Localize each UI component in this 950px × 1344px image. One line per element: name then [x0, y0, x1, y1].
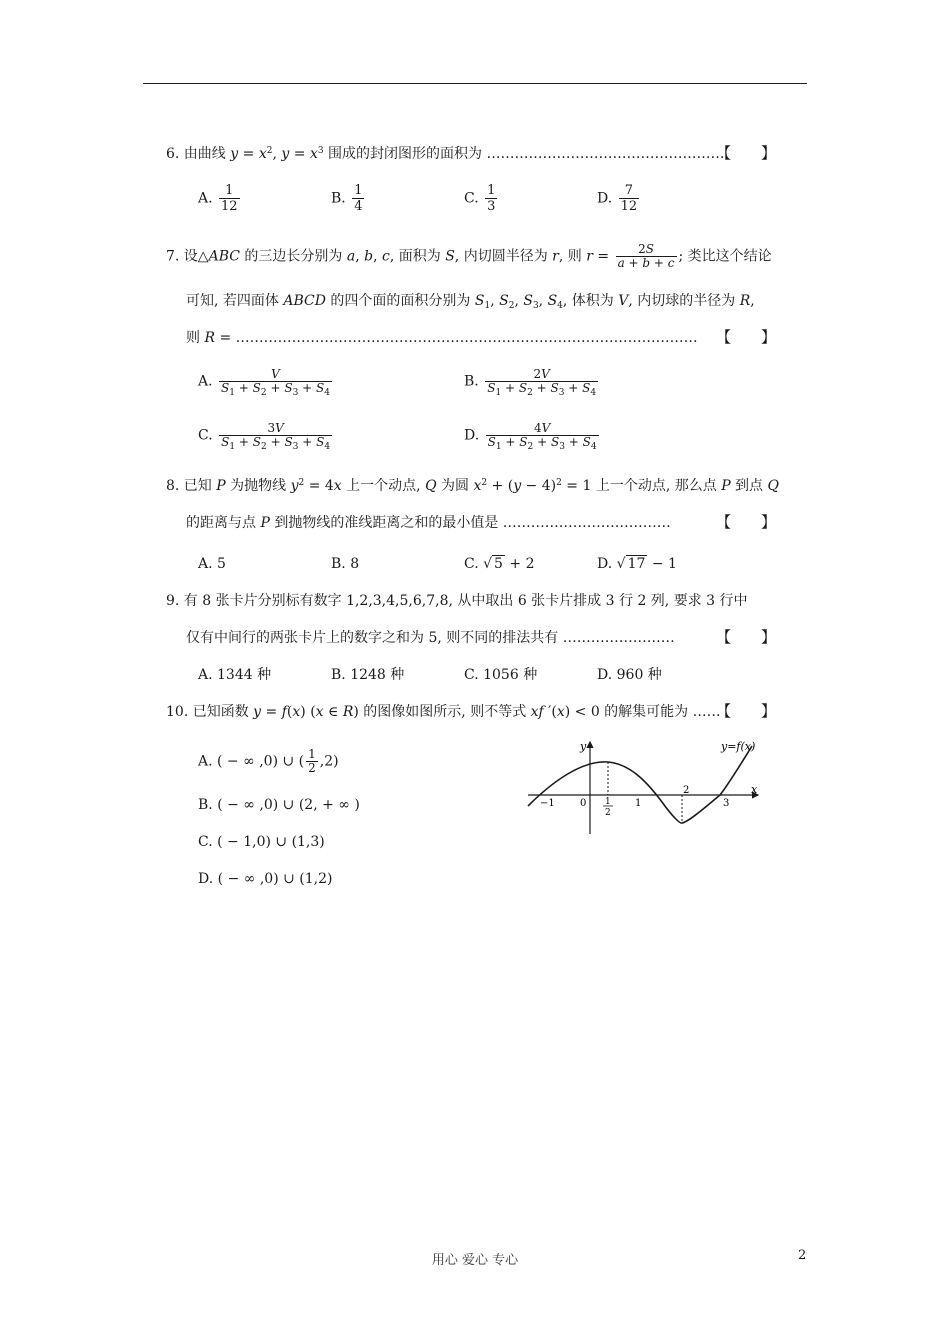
question-7-line-3: 则 R = ……………………………………………………………………………………… — [186, 330, 698, 346]
tick-minus-1: −1 — [540, 798, 555, 809]
q6-option-c: C. $\frac{1}{3}$ — [464, 183, 496, 214]
q7-option-b: B. $\frac{2V}{S_1 + S_2 + S_3 + S_4}$ — [464, 367, 597, 398]
tick-2: 2 — [683, 785, 690, 796]
tick-half-num: 1 — [605, 797, 611, 807]
x-axis-label: x — [751, 783, 758, 796]
q7-option-a: A. $\frac{V}{S_1 + S_2 + S_3 + S_4}$ — [198, 367, 330, 398]
q8-option-a: A. 5 — [198, 556, 226, 572]
tick-3: 3 — [723, 798, 730, 809]
question-8-line-2: 的距离与点 P 到抛物线的准线距离之和的最小值是 ……………………………… — [186, 515, 671, 531]
question-9-line-1: 9. 有 8 张卡片分别标有数字 1,2,3,4,5,6,7,8, 从中取出 6 张卡片排成 3 行 2 列, 要求 3 行中 — [166, 593, 748, 609]
answer-bracket-8: 【 】 — [716, 513, 777, 531]
question-8-line-1: 8. 已知 P 为抛物线 $y^2 = 4x$ 上一个动点, Q 为圆 $x^2 + (y - 4)^2 = 1$ 上一个动点, 那么点 P 到点 Q — [166, 478, 779, 494]
q7-option-d: D. $\frac{4V}{S_1 + S_2 + S_3 + S_4}$ — [464, 421, 597, 452]
q6-option-b: B. $\frac{1}{4}$ — [331, 183, 363, 214]
q10-option-b: B. ( − ∞ ,0) ∪ (2, + ∞ ) — [198, 797, 360, 813]
question-6: 6. 由曲线 $y = x^2$, $y = x^3$ 围成的封闭图形的面积为 …………………………………………… — [166, 146, 725, 162]
q9-option-b: B. 1248 种 — [331, 667, 405, 683]
curve-label: y=f(x) — [721, 740, 756, 753]
page-number: 2 — [798, 1248, 807, 1263]
question-10-line-1: 10. 已知函数 y = f(x) (x ∈ R) 的图像如图所示, 则不等式 xf ′(x) < 0 的解集可能为 …… — [166, 704, 721, 720]
q9-option-d: D. 960 种 — [597, 667, 662, 683]
answer-bracket-10: 【 】 — [716, 702, 777, 720]
footer-text: 用心 爱心 专心 — [431, 1253, 519, 1268]
q6-option-d: D. $\frac{7}{12}$ — [597, 183, 638, 214]
q7-option-c: C. $\frac{3V}{S_1 + S_2 + S_3 + S_4}$ — [198, 421, 331, 452]
function-graph — [522, 738, 767, 838]
answer-bracket-9: 【 】 — [716, 628, 777, 646]
answer-bracket-7: 【 】 — [716, 328, 777, 346]
y-axis-label: y — [580, 740, 587, 753]
tick-1: 1 — [635, 798, 642, 809]
tick-0: 0 — [580, 798, 587, 809]
q6-option-a: A. $\frac{1}{12}$ — [198, 183, 238, 214]
answer-bracket-6: 【 】 — [716, 144, 777, 162]
q10-option-c: C. ( − 1,0) ∪ (1,3) — [198, 834, 325, 850]
q8-option-d: D. √ 17 − 1 — [597, 556, 677, 572]
header-rule — [143, 83, 807, 84]
q9-option-c: C. 1056 种 — [464, 667, 538, 683]
q8-option-c: C. √ 5 + 2 — [464, 556, 535, 572]
q9-option-a: A. 1344 种 — [198, 667, 272, 683]
q10-option-d: D. ( − ∞ ,0) ∪ (1,2) — [198, 871, 333, 887]
tick-half-den: 2 — [605, 808, 611, 818]
question-7-line-2: 可知, 若四面体 ABCD 的四个面的面积分别为 $S_1$, $S_2$, $S_3$, $S_4$, 体积为 V, 内切球的半径为 R, — [186, 293, 755, 311]
curve-f — [528, 746, 752, 823]
q8-option-b: B. 8 — [331, 556, 360, 572]
q10-option-a: A. ( − ∞ ,0) ∪ ( $\frac{1}{2}$ ,2) — [198, 747, 339, 775]
question-9-line-2: 仅有中间行的两张卡片上的数字之和为 5, 则不同的排法共有 …………………… — [186, 630, 675, 646]
question-7-line-1: 7. 设△ABC 的三边长分别为 a, b, c, 面积为 S, 内切圆半径为 r, 则 r = $\frac{2S}{a + b + c}$ ; 类比这个结论 — [166, 242, 772, 270]
